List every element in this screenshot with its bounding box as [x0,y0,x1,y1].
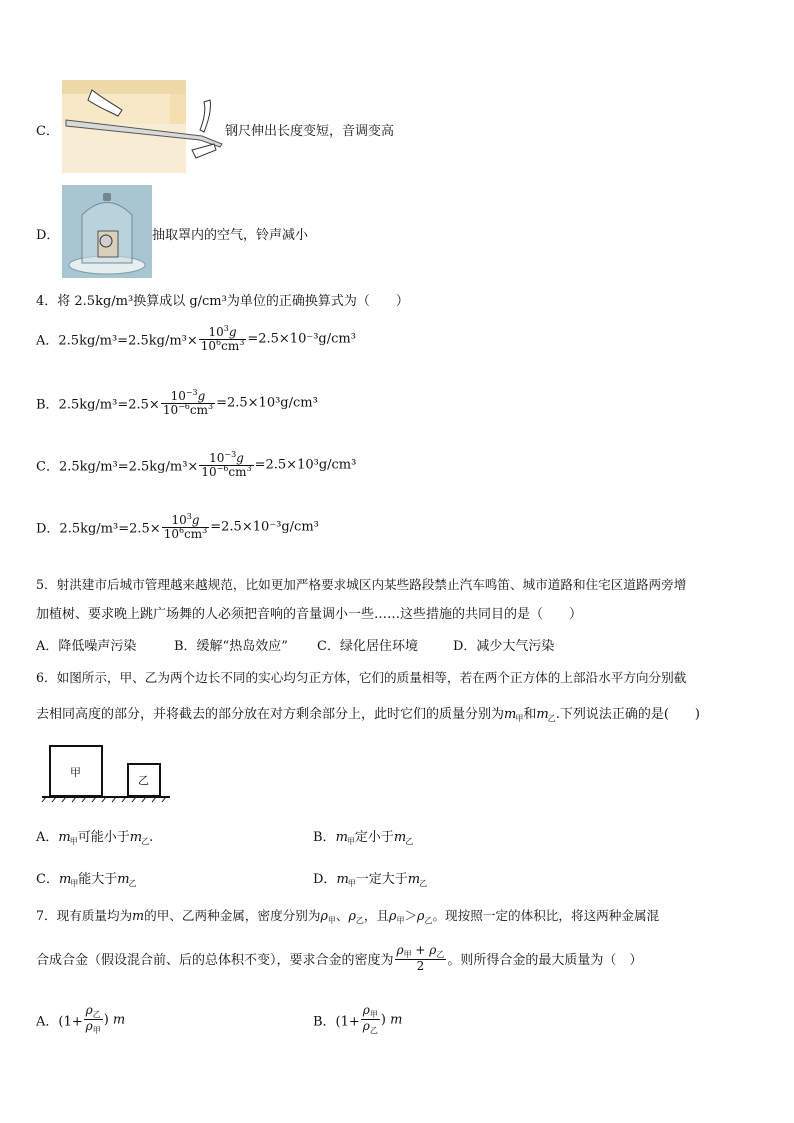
q7-a-fraction: $\frac{\rho_乙}{\rho_甲}$ [85,1003,101,1036]
q7-option-a: A．(1+ $\frac{\rho_乙}{\rho_甲}$ ) m [36,1003,126,1036]
q5-option-a: A．降低噪声污染 [36,639,137,654]
q4-a-fraction: $\frac{10^3g}{10^6cm^3}$ [200,324,245,353]
q5-option-c: C．绿化居住环境 [317,639,418,654]
q3-option-c-letter: C． [36,124,59,139]
q7-option-b: B．(1+ $\frac{\rho_甲}{\rho_乙}$ ) m [313,1003,403,1036]
q4-option-a: A．2.5kg/m³=2.5kg/m³× $\frac{10^3g}{10^6cm^3}$ =2.5×10⁻³g/cm³ [36,324,356,353]
cube-yi-label: 乙 [138,774,149,787]
q4-option-d: D．2.5kg/m³=2.5× $\frac{10^3g}{10^6cm^3}$ =2.5×10⁻³g/cm³ [36,512,319,541]
q4-c-fraction: $\frac{10^{-3}g}{10^{-6}cm^3}$ [201,450,252,479]
q6-option-b: B．$m_甲$定小于$m_乙$ [313,830,414,846]
q7-stem-line1: 7．现有质量均为m的甲、乙两种金属，密度分别为$\rho_甲$、$\rho_乙$，且$\rho_甲>\rho_乙$。现按照一定的体积比，将这两种金属混 [36,908,660,925]
q6-stem-line1: 6．如图所示，甲、乙为两个边长不同的实心均匀正方体，它们的质量相等，若在两个正方体的上部沿水平方向分别截 [36,670,687,685]
q4-stem: 4．将 2.5kg/m³换算成以 g/cm³为单位的正确换算式为（ ） [36,294,409,309]
q4-option-b: B．2.5kg/m³=2.5× $\frac{10^{-3}g}{10^{-6}cm^3}$ =2.5×10³g/cm³ [36,388,318,417]
q6-option-a: A．$m_甲$可能小于$m_乙$. [36,830,154,846]
q5-option-b: B．缓解“热岛效应” [174,639,288,654]
q4-option-c: C．2.5kg/m³=2.5kg/m³× $\frac{10^{-3}g}{10^{-6}cm^3}$ =2.5×10³g/cm³ [36,450,357,479]
q3-option-d-letter: D． [36,228,60,243]
bell-jar-photo [62,185,152,278]
q7-stem-line2: 合成合金（假设混合前、后的总体积不变），要求合金的密度为 $\frac{\rho_甲 + \rho_乙}{2}$ 。则所得合金的最大质量为（ ） [36,943,643,974]
q7-density-fraction: $\frac{\rho_甲 + \rho_乙}{2}$ [396,943,445,974]
q6-option-c: C．$m_甲$能大于$m_乙$ [36,872,137,888]
cubes-diagram [40,744,172,804]
q3-option-c-text: 钢尺伸出长度变短，音调变高 [225,124,395,139]
steel-ruler-photo [62,80,224,173]
q7-b-fraction: $\frac{\rho_甲}{\rho_乙}$ [362,1003,378,1036]
q5-option-d: D．减少大气污染 [453,639,555,654]
q5-stem-line1: 5．射洪建市后城市管理越来越规范，比如更加严格要求城区内某些路段禁止汽车鸣笛、城市道路和住宅区道路两旁增 [36,577,687,592]
q5-stem-line2: 加植树、要求晚上跳广场舞的人必须把音响的音量调小一些……这些措施的共同目的是（ ） [36,607,583,622]
q4-d-fraction: $\frac{10^3g}{10^6cm^3}$ [163,512,208,541]
cube-jia-label: 甲 [70,766,81,779]
q6-stem-line2: 去相同高度的部分，并将截去的部分放在对方剩余部分上，此时它们的质量分别为$m_甲$和$m_乙$.下列说法正确的是( ) [36,707,700,723]
q3-option-d-text: 抽取罩内的空气，铃声减小 [152,228,309,243]
q4-b-fraction: $\frac{10^{-3}g}{10^{-6}cm^3}$ [162,388,214,417]
q6-option-d: D．$m_甲$一定大于$m_乙$ [313,872,428,888]
